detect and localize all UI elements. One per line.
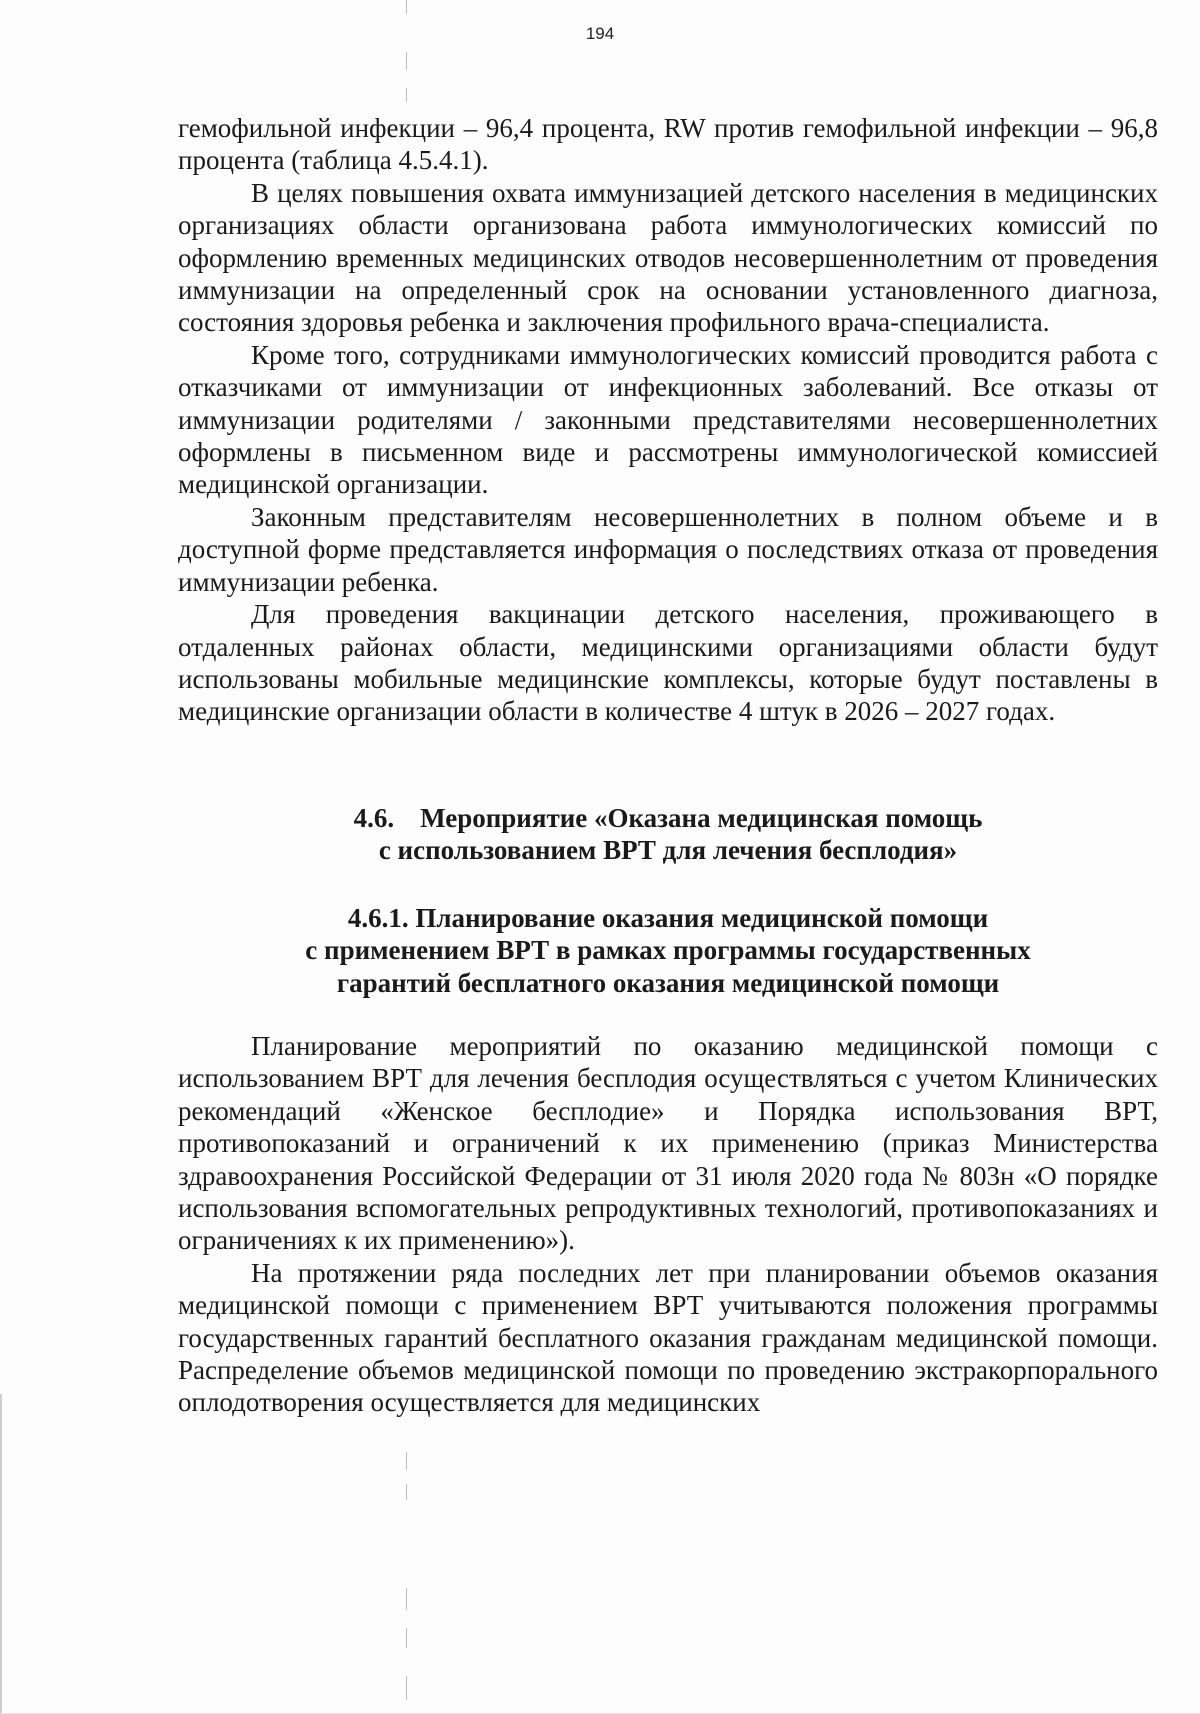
subsection-heading-line: 4.6.1. Планирование оказания медицинской помощи — [347, 903, 989, 933]
scan-artifact-mark — [406, 1628, 407, 1648]
scan-edge-line — [0, 1394, 2, 1714]
scan-artifact-mark — [406, 88, 407, 102]
paragraph-mobile-complexes: Для проведения вакцинации детского населения, проживающего в отдаленных районах области, медицинскими организациями области будут использованы мобильные медицинские комплексы, которые будут поставлены в медицинские организации области в количестве 4 штук в 2026 – 2027 годах. — [178, 599, 1158, 727]
text-block-art-planning — [178, 1030, 1158, 1419]
scan-artifact-mark — [406, 1588, 407, 1610]
section-title-part: Мероприятие «Оказана медицинская помощь — [420, 803, 983, 833]
section-heading-4-6 — [178, 802, 1158, 867]
paragraph-continuation: гемофильной инфекции – 96,4 процента, RW против гемофильной инфекции – 96,8 процента (таблица 4.5.4.1). — [178, 113, 1158, 176]
subsection-heading-4-6-1 — [178, 902, 1158, 999]
subsection-heading-line: с применением ВРТ в рамках программы государственных — [305, 935, 1031, 966]
text-block-immunization — [178, 112, 1158, 728]
paragraph-immunology-commissions: В целях повышения охвата иммунизацией детского населения в медицинских организациях области организована работа иммунологических комиссий по оформлению временных медицинских отводов несовершеннолетним от проведения иммунизации на определенный срок на основании установленного диагноза, состояния здоровья ребенка и заключения профильного врача-специалиста. — [178, 177, 1158, 338]
paragraph-legal-representatives: Законным представителям несовершеннолетних в полном объеме и в доступной форме представляется информация о последствиях отказа от проведения иммунизации ребенка. — [178, 501, 1158, 597]
section-heading-line — [178, 802, 1158, 834]
paragraph-art-planning: Планирование мероприятий по оказанию медицинской помощи с использованием ВРТ для лечения бесплодия осуществляться с учетом Клинических рекомендаций «Женское бесплодие» и Порядка использования ВРТ, противопоказаний и ограничений к их применению (приказ Министерства здравоохранения Российской Федерации от 31 июля 2020 года № 803н «О порядке использования вспомогательных репродуктивных технологий, противопоказаниях и ограничениях к их применению»). — [178, 1031, 1158, 1256]
page-number: 194 — [585, 24, 615, 43]
scan-artifact-mark — [406, 1452, 407, 1470]
section-heading-line: с использованием ВРТ для лечения бесплодия» — [378, 835, 958, 866]
section-number: 4.6. — [353, 803, 395, 833]
scan-artifact-mark — [406, 1484, 407, 1500]
scan-artifact-mark — [406, 1676, 407, 1700]
subsection-heading-line: гарантий бесплатного оказания медицинской помощи — [336, 967, 1000, 998]
paragraph-state-guarantees: На протяжении ряда последних лет при планировании объемов оказания медицинской помощи с применением ВРТ учитываются положения программы государственных гарантий бесплатного оказания гражданам медицинской помощи. Распределение объемов медицинской помощи по проведению экстракорпорального оплодотворения осуществляется для медицинских — [178, 1257, 1158, 1418]
scan-artifact-mark — [406, 0, 407, 14]
paragraph-refusals: Кроме того, сотрудниками иммунологических комиссий проводится работа с отказчиками от иммунизации от инфекционных заболеваний. Все отказы от иммунизации родителями / законными представителями несовершеннолетних оформлены в письменном виде и рассмотрены иммунологической комиссией медицинской организации. — [178, 339, 1158, 500]
scan-artifact-mark — [406, 52, 407, 70]
